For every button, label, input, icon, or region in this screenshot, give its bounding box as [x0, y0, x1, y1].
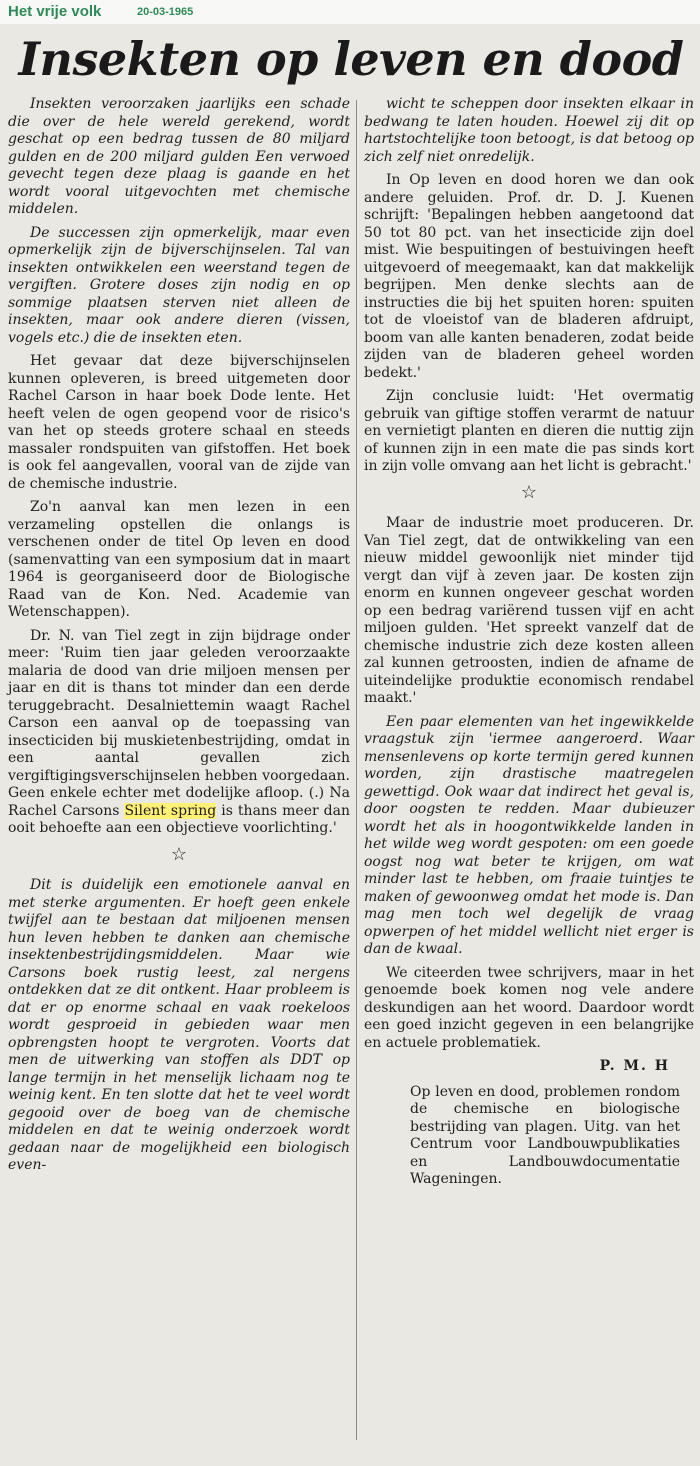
section-break-star-icon: ☆ [170, 843, 188, 865]
paragraph: De successen zijn opmerkelijk, maar even opmerkelijk zijn de bijverschijnselen. Tal van insekten ontwikkelen een weerstand tegen de vergiften. Grotere doses zijn nodig en op sommige plaatsen sterven niet alleen de insekten, maar ook andere dieren (vissen, vogels etc.) die de insekten eten. [8, 224, 350, 346]
book-reference: Op leven en dood, problemen rondom de chemische en biologische bestrijding van plagen. Uitg. van het Centrum voor Landbouwpublikaties en Landbouwdocumentatie Wageningen. [410, 1083, 680, 1187]
paragraph: Dit is duidelijk een emotionele aanval en met sterke argumenten. Er hoeft geen enkele twijfel aan te bestaan dat miljoenen mensen hun leven hebben te danken aan chemische insektenbestrijdingsmiddelen. Maar wie Carsons boek rustig leest, zal nergens ontdekken dat ze dit ontkent. Haar probleem is dat er op enorme schaal en vaak roekeloos wordt gesproeid in gebieden waar men opbrengsten hoopt te vergroten. Voorts dat men de uitwerking van stoffen als DDT op lange termijn in het menselijk lichaam nog te weinig kent. En ten slotte dat het te veel wordt gegooid over de boeg van de chemische middelen en dat te weinig onderzoek wordt gedaan naar de mogelijkheid een biologisch even- [8, 877, 350, 1173]
paragraph: Een paar elementen van het ingewikkelde vraagstuk zijn 'iermee aangeroerd. Waar mensenlevens op korte termijn gered kunnen worden, zijn drastische maatregelen gewettigd. Ook waar dat indirect het geval is, door oogsten te redden. Maar dubieuzer wordt het als in hoogontwikkelde landen in het wilde weg wordt gespoten: om een goede oogst nog wat beter te krijgen, om wat minder last te hebben, om fraaie tuintjes te maken of gewoonweg omdat het mode is. Dan mag men toch wel degelijk de vraag opwerpen of het middel wellicht niet erger is dan de kwaal. [364, 713, 694, 957]
column-divider [356, 100, 357, 1440]
paragraph: Maar de industrie moet produceren. Dr. Van Tiel zegt, dat de ontwikkeling van een nieuw middel gewoonlijk niet minder tijd vergt dan vijf à zeven jaar. De kosten zijn enorm en kunnen ongeveer geschat worden op een bedrag variërend tussen vijf en acht miljoen gulden. 'Het spreekt vanzelf dat de chemische industrie zich deze kosten alleen zal kunnen getroosten, indien de afname de uiteindelijke produktie economisch rendabel maakt.' [364, 515, 694, 706]
author-signature: P. M. H [599, 1058, 670, 1074]
paragraph: Zo'n aanval kan men lezen in een verzameling opstellen die onlangs is verschenen onder de titel Op leven en dood (samenvatting van een symposium dat in maart 1964 is georganiseerd door de Biologische Raad van de Kon. Ned. Academie van Wetenschappen). [8, 499, 350, 620]
section-break-star-icon: ☆ [520, 481, 538, 503]
article-title: Insekten op leven en dood [18, 32, 684, 86]
masthead-bar [0, 0, 700, 24]
paragraph-with-highlight [8, 628, 350, 838]
paragraph: Insekten veroorzaken jaarlijks een schade die over de hele wereld gerekend, wordt geschat op een bedrag tussen de 80 miljard gulden en de 200 miljard gulden Een verwoed gevecht tegen deze plaag is gaande en het wordt vooral uitgevochten met chemische middelen. [8, 96, 350, 217]
article-column-1 [8, 96, 350, 1181]
publication-date: 20-03-1965 [137, 6, 194, 18]
paragraph-text: is thans meer dan ooit behoefte aan een objectieve voorlichting.' [8, 802, 351, 836]
paragraph: We citeerden twee schrijvers, maar in het genoemde boek komen nog vele andere deskundigen aan het woord. Daardoor wordt een goed inzicht gegeven in een belangrijke en actuele problematiek. [364, 964, 694, 1051]
paragraph: In Op leven en dood horen we dan ook andere geluiden. Prof. dr. D. J. Kuenen schrijft: 'Bepalingen hebben aangetoond dat 50 tot 80 pct. van het insecticide zijn doel mist. Wie bespuitingen of bestuivingen heeft uitgevoerd of meegemaakt, kan dat makkelijk begrijpen. Men denke slechts aan de instructies die bij het spuiten horen: spuiten tot de vloeistof van de bladeren afdruipt, boom van alle kanten benaderen, zodat beide zijden van de bladeren geheel worden bedekt.' [364, 172, 694, 381]
publication-name: Het vrije volk [8, 3, 102, 20]
paragraph-text: Dr. N. van Tiel zegt in zijn bijdrage onder meer: 'Ruim tien jaar geleden veroorzaakte malaria de dood van drie miljoen mensen per jaar en dit is thans tot minder dan een derde teruggebracht. Desalniettemin waagt Rachel Carson een aanval op de toepassing van insecticiden bij muskietenbestrijding, omdat in een aantal gevallen zich vergiftigingsverschijnselen hebben voorgedaan. Geen enkele echter met dodelijke afloop. (.) Na Rachel Carsons [8, 627, 350, 819]
paragraph: wicht te scheppen door insekten elkaar in bedwang te laten houden. Hoewel zij dit op hartstochtelijke toon betoogt, is dat betoog op zich zelf niet onredelijk. [364, 96, 694, 165]
paragraph: Zijn conclusie luidt: 'Het overmatig gebruik van giftige stoffen verarmt de natuur en vernietigt planten en dieren die nuttig zijn of kunnen zijn in een mate die pas sinds kort in zijn volle omvang aan het licht is gebracht.' [364, 388, 694, 474]
highlighted-text: Silent spring [124, 802, 217, 819]
paragraph: Het gevaar dat deze bijverschijnselen kunnen opleveren, is breed uitgemeten door Rachel Carson in haar boek Dode lente. Het heeft velen de ogen geopend voor de risico's van het op steeds grotere schaal en steeds massaler rondspuiten van gifstoffen. Het boek is ook fel aangevallen, vooral van de zijde van de chemische industrie. [8, 353, 350, 492]
article-column-2 [364, 96, 694, 1195]
